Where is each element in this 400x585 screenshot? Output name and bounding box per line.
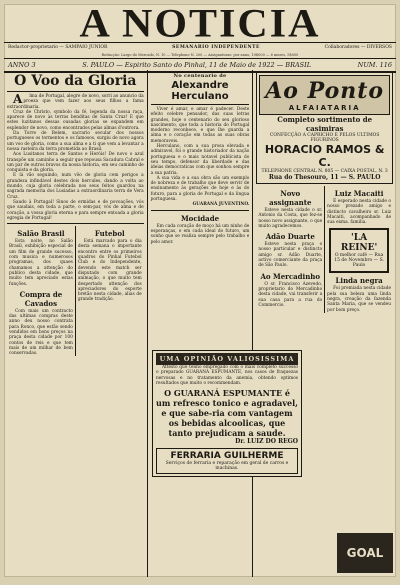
advert-signature: Dr. LUIZ DO REGO (235, 438, 298, 446)
advert-banner: UMA OPINIÃO VALIOSISSIMA (156, 353, 298, 365)
advert-subline: CONFECÇÃO A CAPRICHO E PELOS ULTIMOS FIGURINOS (269, 133, 380, 143)
article-paragraph: Viver é amar, e amar é padecer. Deste efeito celebre pensador, das suas letras grandes, hoje o centenario do seu glorioso nascimento, que toda a historia do Portugal moderno reconhece, e que lhe guarda a alma e o coração em todas as suas obras memoraveis. (150, 107, 250, 144)
brief-text: Está marcado para o dia desta semana o importante encontro entre os primeiros quadros do Pinhal Futebol Club e do Independente, devendo este match ser disputado com grande animação, o que muito tem despertado attenção dos apreciadores do esporte bretão nesta cidade, alias de grande tradição. (77, 239, 142, 303)
masthead-info: Redacção: Largo do Mercado, N. 10 — Telephone N. 200 — Assignaturas: por anno, 10$000 — 6 mezes, 5$000 (4, 52, 396, 59)
ferraria-advert: FERRARIA GUILHERME Serviços de ferraria e reparação em geral de carros e machinas. (156, 448, 298, 474)
tailor-logo: Ao Ponto ALFAIATARIA (259, 75, 390, 115)
advert-text: Attesto que tenho empregado com o mais completo successo o preparado GUARANÁ ESPUMANTE, nos casos de fraquezas nervosas e no tratamento da anemia, obtendo optimos resultados que muito o recommendam. (156, 365, 298, 386)
brief-title: Futebol (94, 229, 125, 239)
editor-credit: Redactor-proprietario — SAMPAIO JUNIOR (8, 45, 108, 50)
brief-text: Esta noite, no Salão Brasil, exhibição especial de um film de grande sucesso, com musica e numerosos programas, dos quaes chamamos a attenção do publico desta cidade, que muito tem apreciado estas funções. (9, 239, 73, 287)
article-paragraph: Aos Lusitanos terra de Santos e Heróis! De novo o azul transpõe um caminho a seguir que repousa Sacadura Cabral e um par de outros bravos da nossa historia, em seu caminho de conquista e da gloria. (7, 152, 144, 174)
article-headline: Alexandre Herculano (171, 80, 229, 102)
issue-date: S. PAULO — Espirito Santo do Pinhal, 11 de Maio de 1922 — BRASIL (82, 61, 312, 69)
guarana-advert (152, 350, 302, 477)
advert-line: Completo sortimento de casimiras (277, 115, 373, 133)
brief-title: Compra de Cavados (19, 289, 63, 308)
advert-phone: TELEPHONE CENTRAL N. 805 — CAIXA POSTAL, N. 3 (261, 169, 388, 174)
tailor-advert (256, 72, 393, 184)
article-headline: O Voo da Gloria (14, 73, 137, 89)
article-lead: A lma de Portugal, alegre de novo, sorri ao anuncio da proeza que vem fazer aos seus filhos a fama extraordinaria. (7, 92, 144, 110)
year-label: ANNO 3 (8, 61, 36, 69)
newspaper-page (4, 4, 396, 577)
article-paragraph: E lá vão seguindo, num vôo de gloria cem perigos a grandeza infindável destes dois hercules, dando a volta ao mundo, cuja gloria celebrada nos seus feitos guardou na sagrada memoria dos Lusiadas a extraordinaria terra de Vera Cruz. (7, 173, 144, 200)
brief-title: Ao Mercadinho (260, 271, 321, 281)
contributors-credit: Collaboradores — DIVERSOS (324, 45, 392, 50)
brief-title: Adão Duarte (265, 232, 315, 242)
brief-text: Foi premiada nesta cidade pela sua beleza uma linda negra, creação da fazenda Santa Maria, que se vendeu por bom preço. (327, 286, 391, 313)
article-paragraph: Cruz de Christo, symbolo da fé, legenda da nossa raça, aparece de novo às terras benditas de Santa Cruz! E que estes luzitanos dessas ousadas glorias se expandem em esplendor de novo, como encontrados pelas almas d'outrora. (7, 109, 144, 131)
publication-type: SEMANARIO INDEPENDENTE (172, 45, 260, 50)
brief-title: Mocidade (180, 213, 220, 223)
la-reine-advert: 'LA REINE' O melhor café — Rua 15 de Novembro — S. Paulo (329, 228, 389, 273)
advert-address: Rua do Thesouro, 11 — S. PAULO (268, 174, 381, 181)
brief-text: O sr. Francisco Azevedo, proprietario do Mercadinho desta cidade, vai transferir a sua casa para a rua do Commercio. (258, 281, 323, 308)
column-right (253, 70, 396, 577)
brief-text: Esteve nesta praça o nosso particular e distincto amigo sr. Adão Duarte, activo comerciante da praça de São Paulo. (258, 242, 323, 269)
article-paragraph: Herculano, com a sua prosa elevada e admiravel, foi o grande historiador da nação portuguesa e o mais notavel publicista do seu tempo, defensor da liberdade e das ideias democraticas com que sonhou sempre a sua patria. (150, 144, 250, 176)
brief-title: Novo assignante (269, 189, 312, 207)
article-paragraph: Saudo à Portugal! Sinos de ermidas e de povoações, vós que saudais, em toda a parte, o sem-par, vós de alma e de coração, a vossa gloria eterna e para sempre entoada a gloria egregia de Portugal! (7, 199, 144, 221)
advert-company: HORACIO RAMOS & C. (264, 143, 385, 169)
article-paragraph: A sua vida e a sua obra são um exemplo de nobreza e de trabalho que deve servir de ensinamento às gerações de hoje e às do futuro, para a gloria de Portugal e da lingua portuguesa. (150, 175, 250, 203)
brief-text: Com mais um contracto das ultimas compras deste anno deu nosso contrata para Ronco, que estão sendo vendidos em bons preços na praça desta cidade por 100 contos de reis e que tem mais de um milhar de bem conservadas. (9, 308, 73, 357)
news-briefs (7, 226, 144, 356)
column-middle (148, 70, 254, 577)
issue-number: NUM. 116 (357, 61, 392, 69)
news-briefs (256, 186, 393, 313)
masthead (4, 4, 396, 46)
brief-text: Esteve nesta cidade o sr. Antonio da Costa, que fez-se nosso novo assignante, o que muito agradecemos. (258, 208, 323, 229)
goal-advert: GOAL (337, 533, 393, 573)
columns (4, 70, 396, 577)
advert-headline: O GUARANÁ ESPUMANTE é um refresco tonico e agradavel, e que sabe-ria com vantagem os bebidas alcoolicas, que tanto prejudicam a saude. (156, 388, 298, 439)
brief-text: É esperado nesta cidade o nosso prezado amigo e distincto cavalheiro sr. Luiz Macaiti, acompanhado de sua exma. familia. (327, 199, 391, 226)
brief-title: Linda negra (335, 276, 383, 286)
article-signature: GUARANÁ JUVENTINO. (192, 202, 250, 208)
newspaper-title: A NOTICIA (79, 4, 321, 46)
article-paragraph: Da Torre de Belem, sacrario secular dos nossos portugueses os tormentos e os famosos, surgiu de novo agora um voo de gloria, como a sua alma e a ti que vem a levantar a nossa rasteira da terra prometida ao Brasil. (7, 131, 144, 152)
dropcap: A (13, 92, 23, 106)
brief-text: Em cada coração de moço há um ninho de esperanças, e em cada ideal do futuro, um sonho que se realiza sempre pelo trabalho e pelo amor. (150, 223, 250, 245)
article-kicker: No centenario de (173, 73, 227, 79)
brief-title: Salão Brasil (17, 229, 65, 239)
column-left (4, 70, 148, 577)
brief-title: Luiz Macaiti (334, 189, 384, 198)
